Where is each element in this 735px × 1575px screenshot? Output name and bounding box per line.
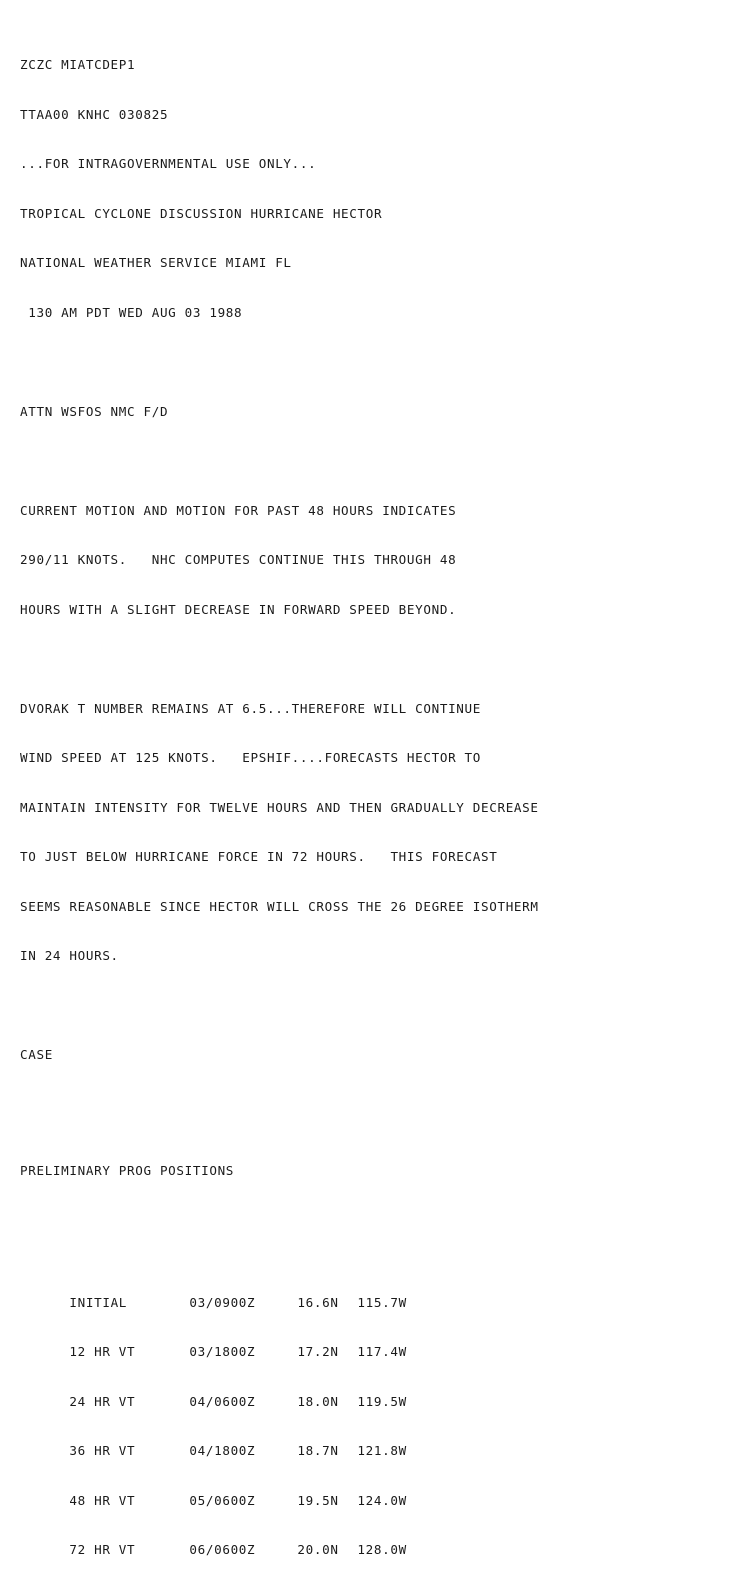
prog-lat: 18.7N bbox=[297, 1443, 339, 1458]
prog-lat: 18.0N bbox=[297, 1393, 339, 1409]
prog-lat: 16.6N bbox=[297, 1294, 339, 1310]
attn-line: ATTN WSFOS NMC F/D bbox=[20, 403, 169, 419]
header-line-6: 130 AM PDT WED AUG 03 1988 bbox=[20, 304, 243, 320]
prog-lon: 117.4W bbox=[357, 1344, 407, 1359]
prog-title: PRELIMINARY PROG POSITIONS bbox=[20, 1162, 235, 1178]
spacer bbox=[20, 453, 539, 470]
prog-lon: 115.7W bbox=[357, 1294, 407, 1310]
prog-time: 04/1800Z bbox=[189, 1443, 256, 1458]
paragraph2-line-6: IN 24 HOURS. bbox=[20, 948, 119, 963]
prog-lon: 119.5W bbox=[357, 1393, 407, 1409]
spacer bbox=[20, 651, 539, 668]
prog-row bbox=[20, 1526, 539, 1557]
paragraph2-line-2: WIND SPEED AT 125 KNOTS. EPSHIF....FORECASTS HECTOR TO bbox=[20, 750, 481, 765]
paragraph1-line-2: 290/11 KNOTS. NHC COMPUTES CONTINUE THIS THROUGH 48 bbox=[20, 552, 457, 567]
paragraph2-line-5: SEEMS REASONABLE SINCE HECTOR WILL CROSS THE 26 DEGREE ISOTHERM bbox=[20, 898, 539, 914]
prog-time: 06/0600Z bbox=[189, 1542, 256, 1557]
header-line-3: ...FOR INTRAGOVERNMENTAL USE ONLY... bbox=[20, 156, 317, 171]
prog-row bbox=[20, 1328, 539, 1359]
prog-row bbox=[20, 1427, 539, 1458]
prog-row bbox=[20, 1278, 539, 1310]
prog-lat: 17.2N bbox=[297, 1344, 339, 1359]
prog-time: 04/0600Z bbox=[189, 1393, 256, 1409]
prog-label: 36 HR VT bbox=[69, 1443, 136, 1458]
prog-lon: 121.8W bbox=[357, 1443, 407, 1458]
paragraph2-line-3: MAINTAIN INTENSITY FOR TWELVE HOURS AND THEN GRADUALLY DECREASE bbox=[20, 799, 539, 815]
header-line-1: ZCZC MIATCDEP1 bbox=[20, 57, 136, 72]
prog-time: 05/0600Z bbox=[189, 1492, 256, 1508]
prog-label: 24 HR VT bbox=[69, 1393, 136, 1409]
spacer bbox=[20, 354, 539, 371]
prog-label: 72 HR VT bbox=[69, 1542, 136, 1557]
spacer bbox=[20, 1097, 539, 1130]
header-line-4: TROPICAL CYCLONE DISCUSSION HURRICANE HECTOR bbox=[20, 205, 383, 221]
paragraph2-line-4: TO JUST BELOW HURRICANE FORCE IN 72 HOURS. THIS FORECAST bbox=[20, 849, 498, 864]
prog-label: 12 HR VT bbox=[69, 1344, 136, 1359]
prog-time: 03/1800Z bbox=[189, 1344, 256, 1359]
prog-label: 48 HR VT bbox=[69, 1492, 136, 1508]
paragraph1-line-1: CURRENT MOTION AND MOTION FOR PAST 48 HOURS INDICATES bbox=[20, 502, 457, 518]
prog-lon: 128.0W bbox=[357, 1542, 407, 1557]
spacer bbox=[20, 998, 539, 1015]
prog-lon: 124.0W bbox=[357, 1492, 407, 1508]
prog-row bbox=[20, 1476, 539, 1508]
prog-row bbox=[20, 1377, 539, 1409]
prog-lat: 20.0N bbox=[297, 1542, 339, 1557]
spacer bbox=[20, 1212, 539, 1229]
prog-time: 03/0900Z bbox=[189, 1294, 256, 1310]
signature: CASE bbox=[20, 1047, 53, 1062]
paragraph1-line-3: HOURS WITH A SLIGHT DECREASE IN FORWARD SPEED BEYOND. bbox=[20, 601, 457, 617]
teletype-bulletin bbox=[20, 24, 539, 1575]
header-line-5: NATIONAL WEATHER SERVICE MIAMI FL bbox=[20, 255, 292, 270]
paragraph2-line-1: DVORAK T NUMBER REMAINS AT 6.5...THEREFORE WILL CONTINUE bbox=[20, 700, 481, 716]
header-line-2: TTAA00 KNHC 030825 bbox=[20, 106, 169, 122]
prog-lat: 19.5N bbox=[297, 1492, 339, 1508]
prog-label: INITIAL bbox=[69, 1294, 128, 1310]
